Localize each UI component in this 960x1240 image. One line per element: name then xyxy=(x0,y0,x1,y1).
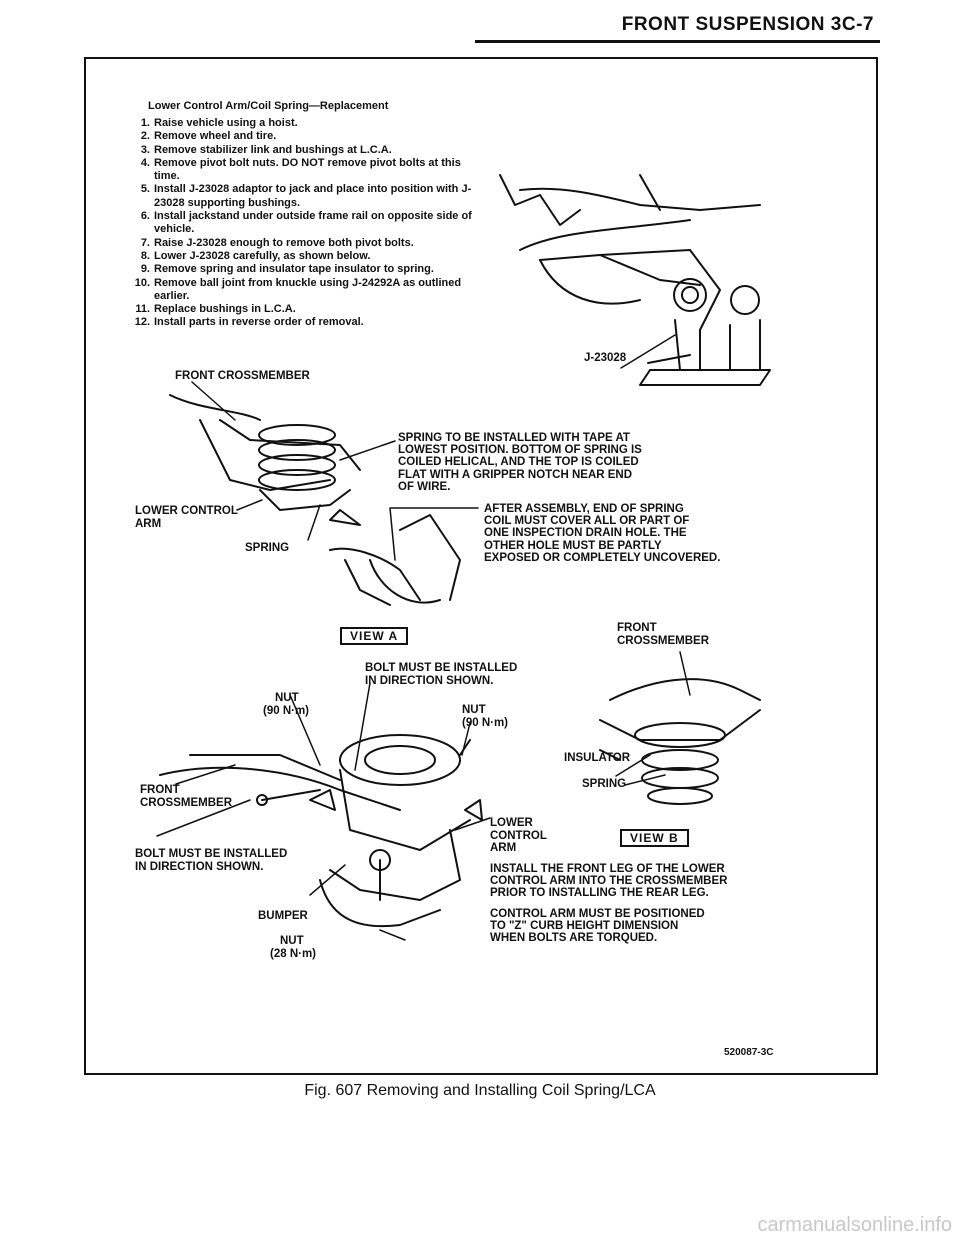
spring-label: SPRING xyxy=(245,542,290,554)
procedure-title: Lower Control Arm/Coil Spring—Replacement xyxy=(148,100,389,112)
front-crossmember-label: FRONT CROSSMEMBER xyxy=(175,370,310,382)
view-b-label: VIEW B xyxy=(620,829,689,847)
watermark: carmanualsonline.info xyxy=(757,1214,952,1236)
bumper-label: BUMPER xyxy=(258,910,308,922)
z-height-note: CONTROL ARM MUST BE POSITIONED TO "Z" CURB HEIGHT DIMENSION WHEN BOLTS ARE TORQUED. xyxy=(490,908,705,945)
step-item: 2. Remove wheel and tire. xyxy=(140,130,277,143)
front-crossmember-b-label: FRONT CROSSMEMBER xyxy=(617,622,710,647)
view-a-label: VIEW A xyxy=(340,627,408,645)
nut-left-label: NUT (90 N·m) xyxy=(263,692,310,717)
tool-label: J-23028 xyxy=(584,352,627,364)
spring-tape-note: SPRING TO BE INSTALLED WITH TAPE AT LOWEST POSITION. BOTTOM OF SPRING IS COILED HELICAL, AND THE TOP IS COILED FLAT WITH A GRIPPER NOTCH NEAR END OF WIRE. xyxy=(398,432,642,493)
step-item: 8. Lower J-23028 carefully, as shown below. xyxy=(140,249,371,262)
step-item: 9. Remove spring and insulator tape insulator to spring. xyxy=(140,263,434,276)
bolt-direction-top-label: BOLT MUST BE INSTALLED IN DIRECTION SHOWN. xyxy=(365,662,518,687)
nut-bottom-label: NUT (28 N·m) xyxy=(270,935,317,960)
tool-j23028-illustration xyxy=(500,175,770,385)
page-header-title: FRONT SUSPENSION 3C-7 xyxy=(621,14,874,35)
main-assembly-illustration xyxy=(160,735,482,926)
step-item: 10. Remove ball joint from knuckle using J-24292A as outlined earlier. xyxy=(134,276,462,302)
step-item: 1. Raise vehicle using a hoist. xyxy=(140,117,298,129)
figure-number: 520087-3C xyxy=(724,1047,774,1058)
lower-control-arm-label: LOWER CONTROL ARM xyxy=(135,505,238,530)
step-item: 4. Remove pivot bolt nuts. DO NOT remove pivot bolts at this time. xyxy=(140,156,461,183)
front-crossmember-left-label: FRONT CROSSMEMBER xyxy=(140,784,233,809)
install-front-leg-note: INSTALL THE FRONT LEG OF THE LOWER CONTROL ARM INTO THE CROSSMEMBER PRIOR TO INSTALLING THE REAR LEG. xyxy=(490,863,728,900)
step-item: 5. Install J-23028 adaptor to jack and place into position with J-23028 supporting bushings. xyxy=(140,183,472,209)
step-item: 12. Install parts in reverse order of removal. xyxy=(134,316,364,329)
view-a-illustration xyxy=(170,395,460,605)
figure-caption: Fig. 607 Removing and Installing Coil Spring/LCA xyxy=(304,1082,656,1099)
step-item: 3. Remove stabilizer link and bushings at L.C.A. xyxy=(140,143,392,156)
step-item: 6. Install jackstand under outside frame rail on opposite side of vehicle. xyxy=(140,210,472,236)
step-item: 7. Raise J-23028 enough to remove both pivot bolts. xyxy=(140,236,414,249)
spring-b-label: SPRING xyxy=(582,778,627,790)
insulator-label: INSULATOR xyxy=(564,752,631,764)
after-assembly-note: AFTER ASSEMBLY, END OF SPRING COIL MUST COVER ALL OR PART OF ONE INSPECTION DRAIN HOLE. THE OTHER HOLE MUST BE PARTLY EXPOSED OR COMPLETELY UNCOVERED. xyxy=(484,503,721,564)
step-item: 11. Replace bushings in L.C.A. xyxy=(135,303,296,316)
bolt-direction-left-label: BOLT MUST BE INSTALLED IN DIRECTION SHOWN. xyxy=(135,848,288,873)
nut-right-label: NUT (90 N·m) xyxy=(462,704,509,729)
lower-control-arm-b-label: LOWER CONTROL ARM xyxy=(490,817,547,854)
